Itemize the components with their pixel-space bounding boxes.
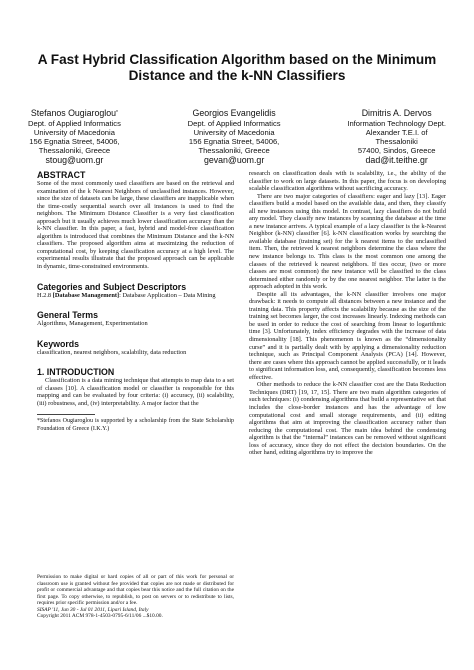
author-2 <box>188 108 281 166</box>
right-column <box>249 170 446 457</box>
author-org: University of Macedonia <box>193 128 275 138</box>
abstract-text: Some of the most commonly used classifiers are based on the retrieval and examination of the k Nearest Neighbors of unclassified instances. However, since the size of datasets can be large, these classifiers are inapplicable when the time-costly sequential search over all instances is used to find the neighbors. The Minimum Distance Classifier is a very fast classification approach but it usually achieves much lower classification accuracy than the k-NN classifier. In this paper, a fast, hybrid and model-free classification algorithm is introduced that combines the Minimum Distance and the k-NN classifiers. The proposed algorithm aims at maximizing the reduction of computational cost, by keeping classification accuracy at a high level. The experimental results illustrate that the proposed approach can be applicable in dynamic, time-constrained environments. <box>37 180 234 271</box>
permission-block <box>37 574 234 620</box>
venue-line: SISAP '11, Jun 30 - Jul 01 2011, Lipari Island, Italy <box>37 606 149 613</box>
body-paragraph: research on classification deals with is scalability, i.e., the ability of the classifier to work on large datasets. In this paper, the focus is on developing scalable classification algorithms without sacrificing accuracy. <box>249 170 446 193</box>
author-city: 57400, Sindos, Greece <box>357 146 436 156</box>
author-dept: Dept. of Applied Informatics <box>187 119 281 128</box>
body-paragraph: There are two major categories of classifiers: eager and lazy [13]. Eager classifiers build a model based on the available data, and then, they classify all new instances using this model. In contrast, lazy classifiers do not build any model. They classify new instances by scanning the database at the time a new instance arrives. A typical example of a lazy classifier is the k-Nearest Neighbor (k-NN) classifier [6]. k-NN classification works by searching the available database (training set) for the k nearest items to the unclassified item. Then, the retrieved k nearest neighbors determine the class where the new instance belongs to. This class is the most common one among the classes of the retrieved k nearest neighbors. If ties occur, (two or more classes are most common) the new instance will be classified to the class determined either randomly or by the one nearest neighbor. The latter is the approach adopted in this work. <box>249 192 446 291</box>
body-paragraph: Other methods to reduce the k-NN classifier cost are the Data Reduction Techniques (DRT) [19, 17, 15]. There are two main algorithm categories of such techniques: (i) condensing algorithms that build a representative set that includes the close-border instances and has the advantage of low computational cost and small storage requirements, and (ii) editing algorithms that aim at improving the classification accuracy rather than reducing the computational cost. The main idea behind the condensing algorithm is that the “internal” instances can be removed without significant loss of accuracy, since they do not effect the decision boundaries. On the other hand, editing algorithms try to improve the <box>249 381 446 457</box>
author-3 <box>347 108 446 166</box>
keywords-heading: Keywords <box>37 338 80 349</box>
general-terms-text: Algorithms, Management, Experimentation <box>37 320 148 328</box>
author-city: Thessaloniki, Greece <box>38 146 111 156</box>
categories-text: H.2.8 [Database Management]: Database Application – Data Mining <box>37 291 216 299</box>
author-street: 156 Egnatia Street, 54006, <box>29 137 120 147</box>
author-name: Georgios Evangelidis <box>192 108 276 118</box>
introduction-text: Classification is a data mining technique that attempts to map data to a set of classes [10]. A classification model or classifier is responsible for this mapping and can be evaluated by four criteria: (i) accuracy, (ii) scalability, (iii) robustness, and, (iv) interpretability. A major factor that the <box>37 377 234 407</box>
categories-heading: Categories and Subject Descriptors <box>37 281 187 292</box>
abstract-heading: ABSTRACT <box>37 170 86 180</box>
author-dept: Dept. of Applied Informatics <box>28 119 121 128</box>
introduction-heading: 1. INTRODUCTION <box>37 367 115 378</box>
footnote-rule <box>37 414 95 415</box>
author-name: Stefanos Ougiaroglou <box>30 108 117 118</box>
footnote: *Stefanos Ougiaroglou is supported by a scholarship from the State Scholarship Foundation of Greece (I.K.Y.) <box>37 418 234 432</box>
author-email: gevan@uom.gr <box>203 155 265 166</box>
author-email: stoug@uom.gr <box>45 155 104 166</box>
keywords-text: classification, nearest neighbors, scalability, data reduction <box>37 348 187 356</box>
author-footnote-mark: * <box>116 110 118 116</box>
author-city: Thessaloniki, Greece <box>198 146 270 156</box>
body-paragraph: Despite all its advantages, the k-NN classifier involves one major drawback: it needs to compute all distances between a new instance and the training data. This property affects the scalability because as the size of the training set becomes larger, the cost increases linearly. Indexing methods can be used in order to reduce the cost of searching from linear to logarithmic time [3]. Unfortunately, index efficiency degrades with the increase of data dimensionality [18]. This phenomenon is known as the “dimensionality curse” and it is partially dealt with by applying a dimensionality reduction technique, such as Principal Component Analysis (PCA) [14]. However, there are cases where this approach cannot be applied successfully, or it leads to significant information loss, and, consequently, classification becomes less effective. <box>249 290 446 381</box>
author-block <box>28 108 446 166</box>
permission-text: Permission to make digital or hard copies of all or part of this work for personal or classroom use is granted without fee provided that copies are not made or distributed for profit or commercial advantage and that copies bear this notice and the full citation on the first page. To copy otherwise, to republish, to post on servers or to redistribute to lists, requires prior specific permission and/or a fee. <box>37 574 234 606</box>
author-street: 156 Egnatia Street, 54006, <box>188 137 280 147</box>
general-terms-heading: General Terms <box>37 310 98 321</box>
left-column <box>37 170 234 433</box>
paper-title: A Fast Hybrid Classification Algorithm based on the Minimum Distance and the k-NN Classifiers <box>37 52 437 83</box>
author-org: University of Macedonia <box>33 128 115 138</box>
copyright-line: Copyright 2011 ACM 978-1-4503-0795-6/11/06 ...$10.00. <box>37 613 163 619</box>
author-email: dad@it.teithe.gr <box>365 155 428 166</box>
author-street: Thessaloniki <box>375 137 418 147</box>
author-org: Alexander T.E.I. of <box>365 128 428 138</box>
author-dept: Information Technology Dept. <box>347 119 446 128</box>
author-1 <box>28 108 121 166</box>
author-name: Dimitris A. Dervos <box>361 108 432 118</box>
